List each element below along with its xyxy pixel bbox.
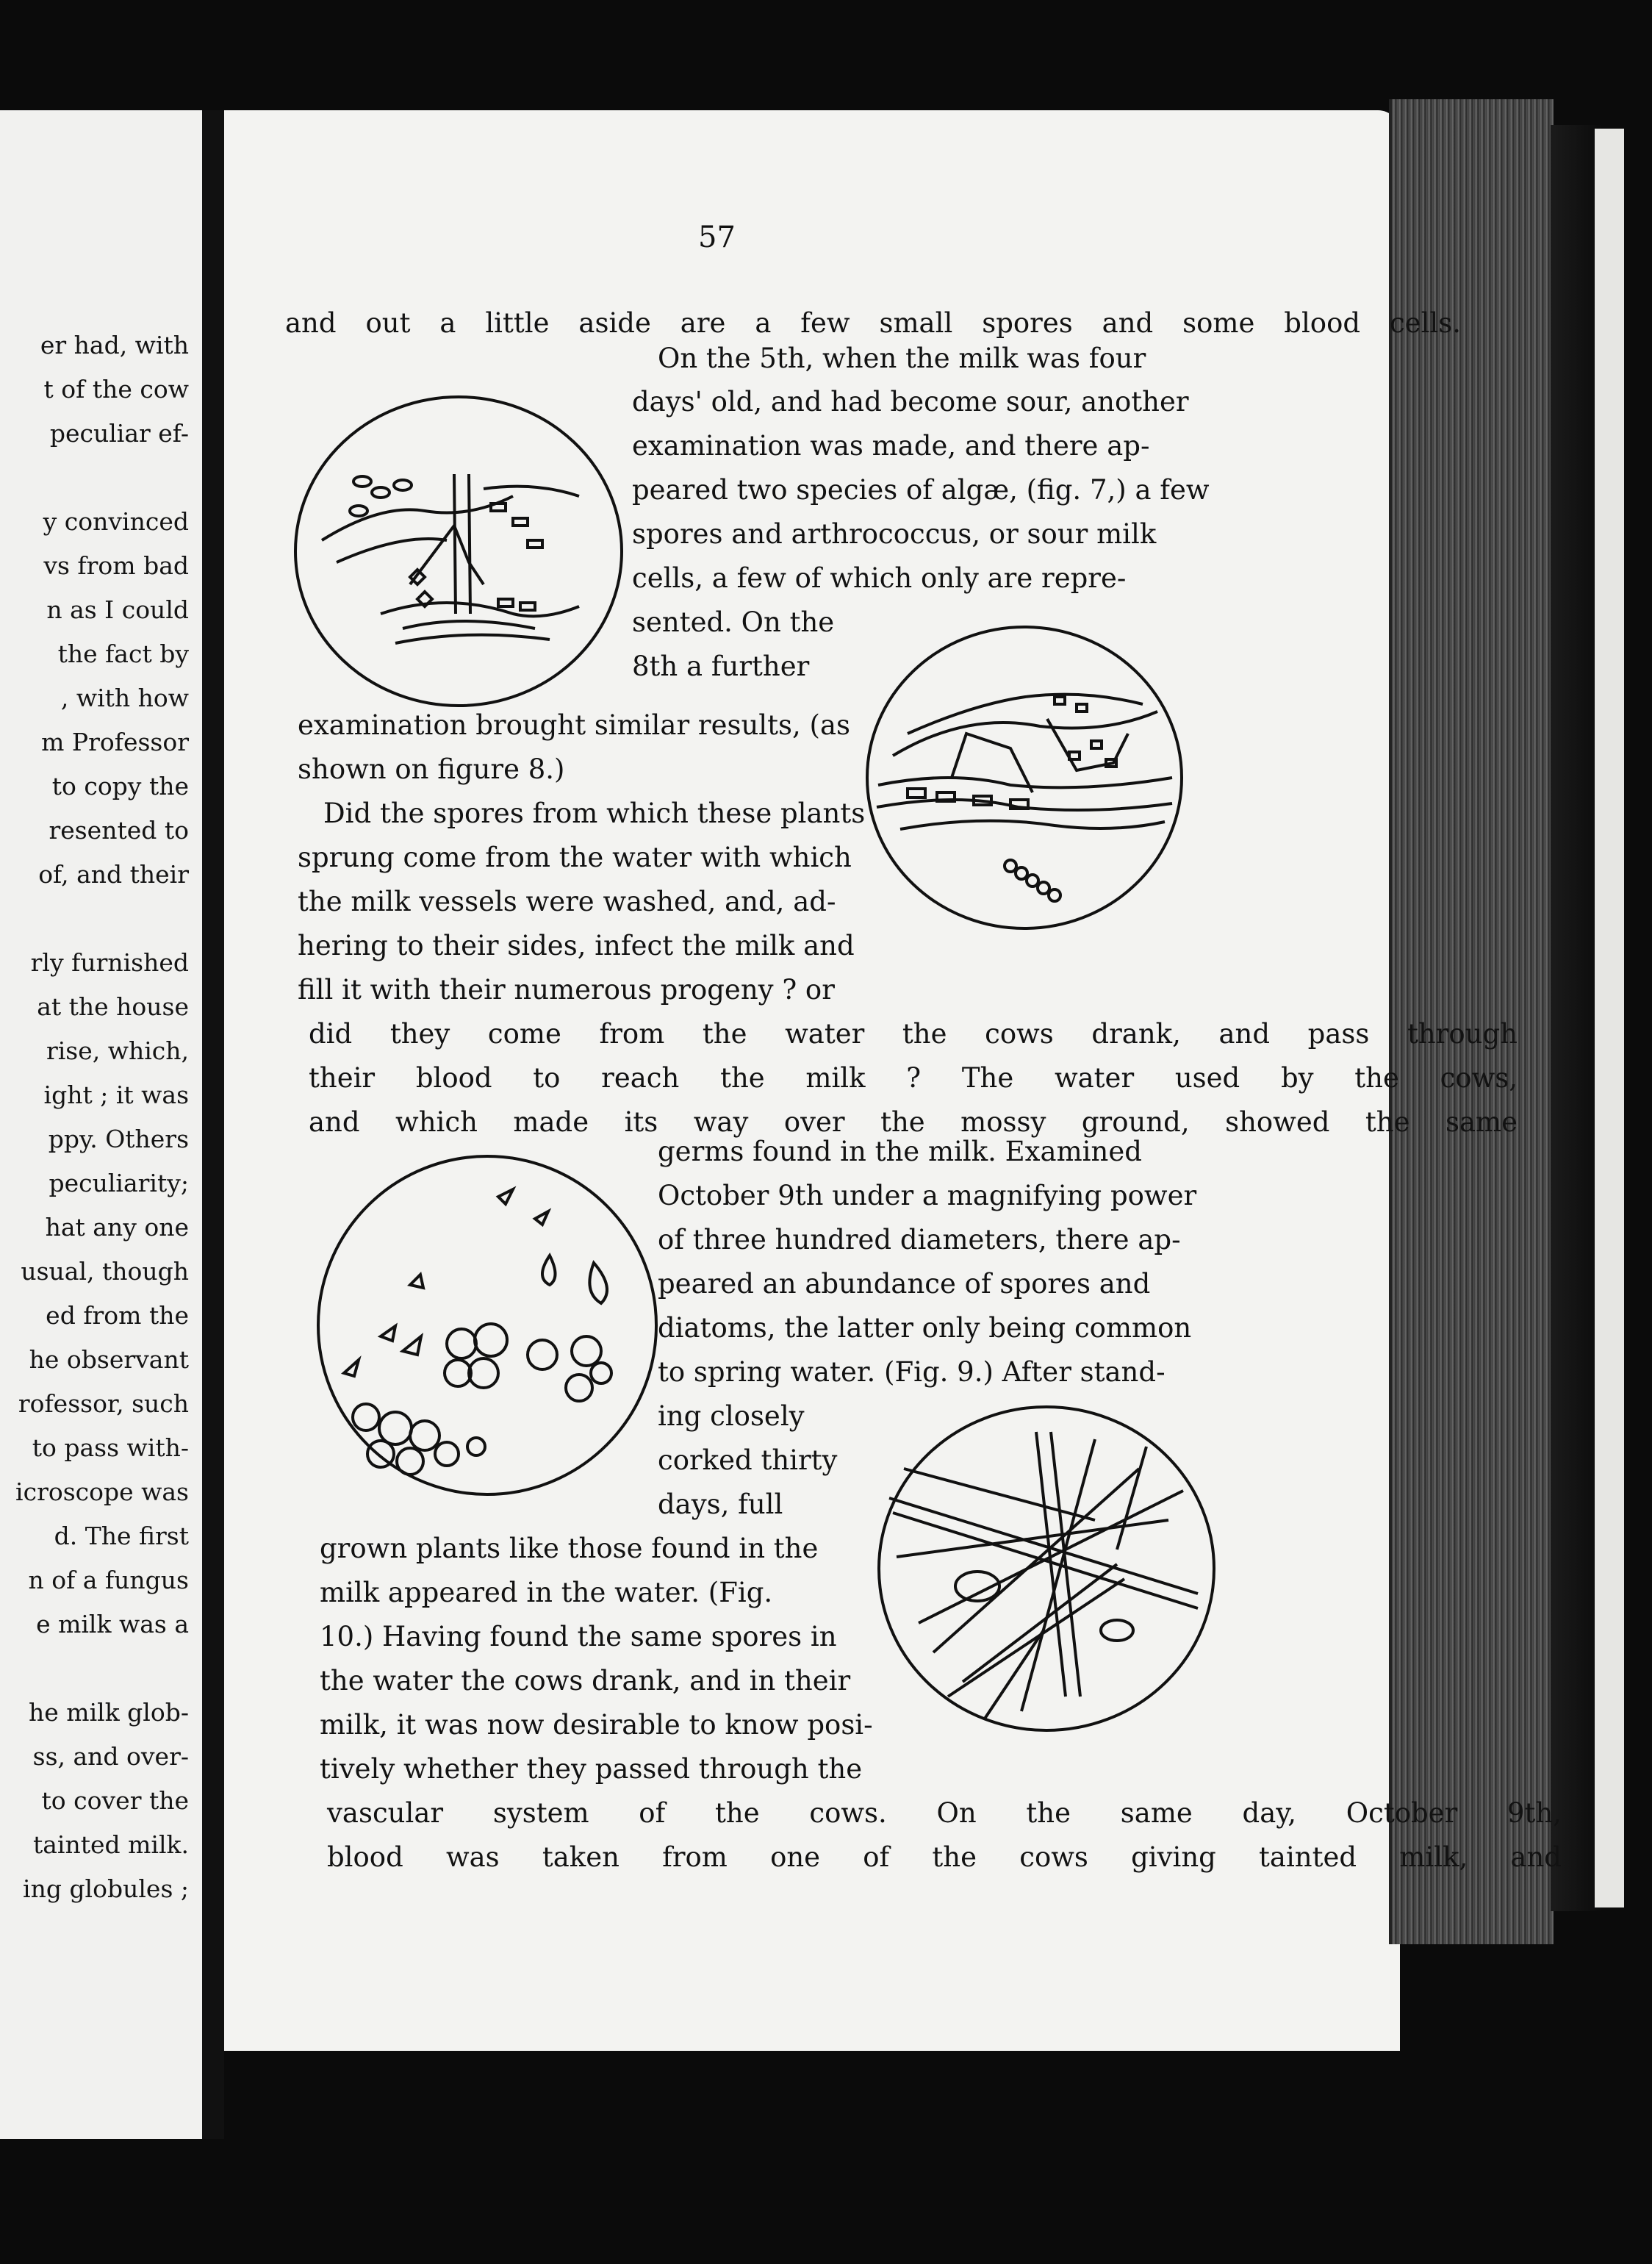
left-page-text-line: the fact by: [57, 640, 189, 668]
left-page-text-line: at the house: [37, 992, 189, 1021]
left-page: [0, 110, 204, 2139]
left-page-text-line: he milk glob-: [29, 1698, 189, 1727]
body-text-line: germs found in the milk. Examined: [658, 1136, 1142, 1167]
body-text-line: grown plants like those found in the: [320, 1533, 819, 1564]
left-page-text-line: n of a fungus: [28, 1566, 189, 1594]
left-page-text-line: rofessor, such: [18, 1389, 189, 1418]
left-page-text-line: tainted milk.: [32, 1830, 189, 1859]
left-page-text-line: of, and their: [38, 860, 189, 889]
left-page-text-line: to cover the: [41, 1786, 189, 1815]
left-page-text-line: e milk was a: [36, 1610, 189, 1638]
body-text-line: ing closely: [658, 1400, 805, 1432]
body-text-line: Did the spores from which these plants: [323, 798, 866, 829]
body-text-line: hering to their sides, infect the milk and: [298, 930, 855, 961]
body-text-line: did they come from the water the cows drank, and pass through: [309, 1018, 1518, 1050]
body-text-line: 10.) Having found the same spores in: [320, 1621, 837, 1652]
body-text-line: October 9th under a magnifying power: [658, 1180, 1197, 1211]
left-page-text-line: y convinced: [43, 507, 189, 536]
left-page-text-line: ing globules ;: [23, 1874, 189, 1903]
body-text-line: cells, a few of which only are repre-: [632, 562, 1127, 594]
body-text-line: and out a little aside are a few small spores and some blood cells.: [285, 307, 1461, 339]
body-text-line: spores and arthrococcus, or sour milk: [632, 518, 1157, 550]
body-text-line: peared an abundance of spores and: [658, 1268, 1151, 1300]
body-text-line: the milk vessels were washed, and, ad-: [298, 886, 836, 917]
page-number: 57: [698, 221, 736, 254]
left-page-text-line: peculiarity;: [49, 1169, 189, 1197]
left-page-text-line: usual, though: [21, 1257, 189, 1286]
body-text-line: milk appeared in the water. (Fig.: [320, 1577, 773, 1608]
left-page-text-line: vs from bad: [43, 551, 189, 580]
body-text-line: peared two species of algæ, (fig. 7,) a few: [632, 474, 1210, 506]
left-page-text-line: icroscope was: [15, 1477, 189, 1506]
left-page-text-line: resented to: [49, 816, 189, 845]
body-text-line: blood was taken from one of the cows giving tainted milk, and: [327, 1841, 1562, 1873]
body-text-line: days, full: [658, 1489, 783, 1520]
body-text-line: On the 5th, when the milk was four: [658, 343, 1146, 374]
body-text-line: examination brought similar results, (as: [298, 709, 850, 741]
figure-8-illustration: [863, 623, 1185, 932]
left-page-text-line: , with how: [60, 684, 189, 712]
figure-7-illustration: [292, 393, 625, 709]
left-page-text-line: to copy the: [51, 772, 189, 800]
body-text-line: and which made its way over the mossy ground, showed the same: [309, 1106, 1518, 1138]
body-text-line: of three hundred diameters, there ap-: [658, 1224, 1181, 1255]
body-text-line: tively whether they passed through the: [320, 1753, 863, 1785]
left-page-text-line: ed from the: [46, 1301, 189, 1330]
figure-9-illustration: [315, 1153, 660, 1498]
back-pages: [1595, 129, 1624, 1907]
left-page-text-line: t of the cow: [43, 375, 189, 404]
body-text-line: shown on figure 8.): [298, 753, 565, 785]
body-text-line: to spring water. (Fig. 9.) After stand-: [658, 1356, 1166, 1388]
body-text-line: diatoms, the latter only being common: [658, 1312, 1192, 1344]
left-page-text-line: er had, with: [40, 331, 189, 359]
left-page-text-line: he observant: [29, 1345, 189, 1374]
left-page-text-line: d. The first: [54, 1522, 189, 1550]
figure-10-illustration: [875, 1403, 1218, 1735]
left-page-text-line: ight ; it was: [43, 1081, 189, 1109]
body-text-line: fill it with their numerous progeny ? or: [298, 974, 835, 1006]
body-text-line: the water the cows drank, and in their: [320, 1665, 851, 1697]
body-text-line: 8th a further: [632, 651, 810, 682]
body-text-line: milk, it was now desirable to know posi-: [320, 1709, 873, 1741]
left-page-text-line: rly furnished: [30, 948, 189, 977]
body-text-line: sented. On the: [632, 606, 835, 638]
body-text-line: vascular system of the cows. On the same day, October 9th,: [327, 1797, 1562, 1829]
left-page-text-line: ppy. Others: [48, 1125, 189, 1153]
body-text-line: sprung come from the water with which: [298, 842, 852, 873]
body-text-line: corked thirty: [658, 1444, 838, 1476]
body-text-line: examination was made, and there ap-: [632, 430, 1150, 462]
left-page-text-line: ss, and over-: [32, 1742, 189, 1771]
body-text-line: days' old, and had become sour, another: [632, 386, 1189, 418]
body-text-line: their blood to reach the milk ? The water used by the cows,: [309, 1062, 1518, 1094]
book-gutter: [202, 110, 224, 2139]
left-page-text-line: rise, which,: [46, 1036, 189, 1065]
left-page-text-line: hat any one: [45, 1213, 189, 1242]
left-page-text-line: to pass with-: [32, 1433, 189, 1462]
left-page-text-line: peculiar ef-: [49, 419, 189, 448]
left-page-text-line: m Professor: [41, 728, 189, 756]
left-page-text-line: n as I could: [46, 595, 189, 624]
